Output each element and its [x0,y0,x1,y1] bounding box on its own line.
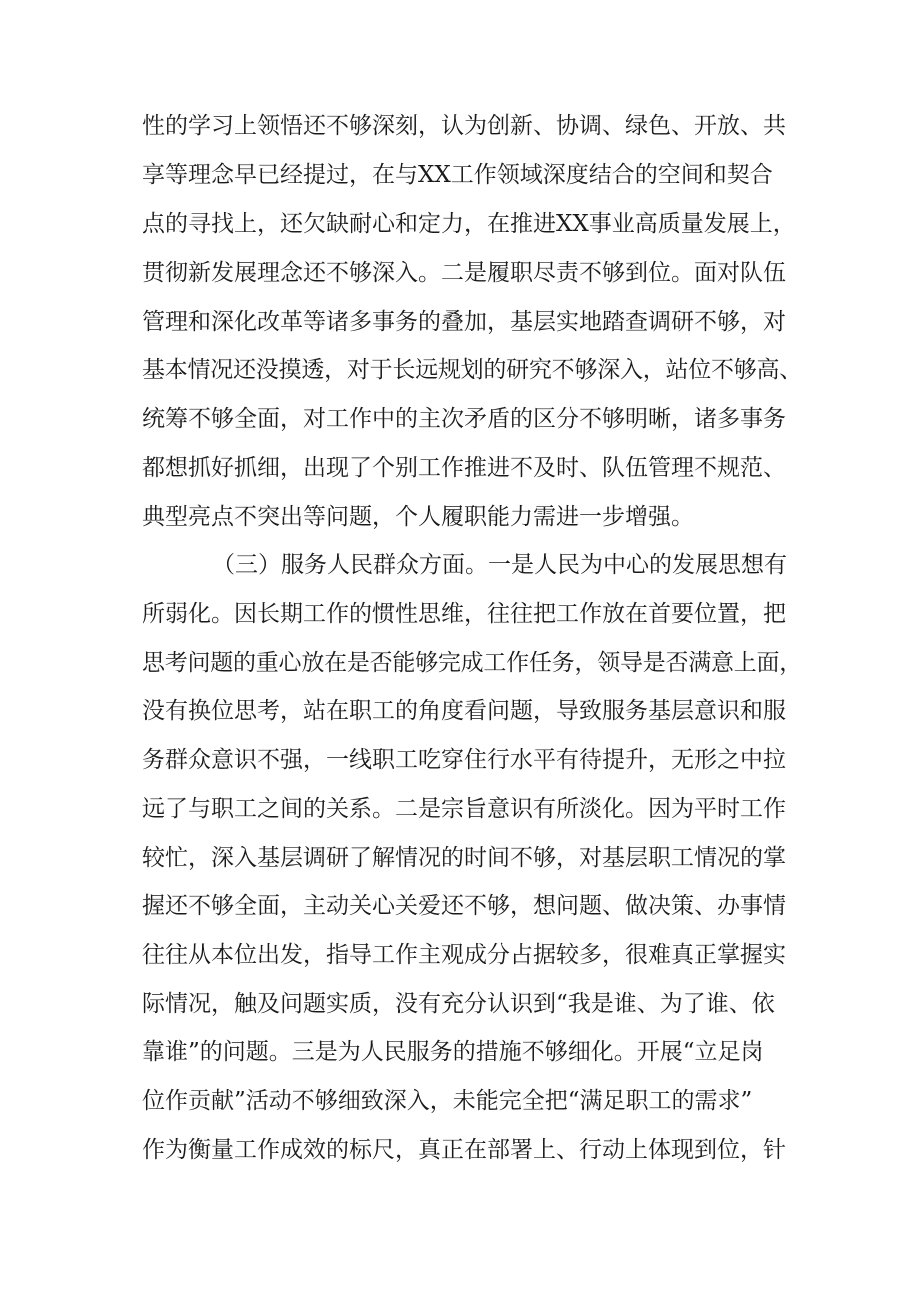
text-line: 贯彻新发展理念还不够深入。二是履职尽责不够到位。面对队伍 [142,260,786,286]
text-line: 靠谁”的问题。三是为人民服务的措施不够细化。开展“立足岗 [142,1039,764,1065]
text-line: 思考问题的重心放在是否能够完成工作任务，领导是否满意上面， [142,650,803,676]
text-line: 所弱化。因长期工作的惯性思维，往往把工作放在首要位置，把 [142,601,786,627]
text-line: 性的学习上领悟还不够深刻，认为创新、协调、绿色、开放、共 [142,113,786,139]
section-heading-line: （三）服务人民群众方面。一是人民为中心的发展思想有 [212,552,787,578]
text-line: 典型亮点不突出等问题，个人履职能力需进一步增强。 [142,504,694,530]
text-line: 享等理念早已经提过，在与XX工作领域深度结合的空间和契合 [142,162,773,188]
text-line: 统筹不够全面，对工作中的主次矛盾的区分不够明晰，诸多事务 [142,406,786,432]
text-line: 握还不够全面，主动关心关爱还不够，想问题、做决策、办事情 [142,893,786,919]
text-line: 基本情况还没摸透，对于长远规划的研究不够深入，站位不够高、 [142,357,803,383]
text-line: 务群众意识不强，一线职工吃穿住行水平有待提升，无形之中拉 [142,747,786,773]
text-line: 没有换位思考，站在职工的角度看问题，导致服务基层意识和服 [142,698,786,724]
text-line: 点的寻找上，还欠缺耐心和定力，在推进XX事业高质量发展上， [142,211,796,237]
text-line: 管理和深化改革等诸多事务的叠加，基层实地踏查调研不够，对 [142,309,786,335]
text-line: 远了与职工之间的关系。二是宗旨意识有所淡化。因为平时工作 [142,796,786,822]
text-line: 都想抓好抓细，出现了个别工作推进不及时、队伍管理不规范、 [142,455,786,481]
text-line: 际情况，触及问题实质，没有充分认识到“我是谁、为了谁、依 [142,991,775,1017]
text-line: 往往从本位出发，指导工作主观成分占据较多，很难真正掌握实 [142,942,786,968]
text-line: 作为衡量工作成效的标尺，真正在部署上、行动上体现到位，针 [142,1137,786,1163]
text-line: 较忙，深入基层调研了解情况的时间不够，对基层职工情况的掌 [142,845,786,871]
text-line: 位作贡献”活动不够细致深入，未能完全把“满足职工的需求” [142,1088,753,1114]
